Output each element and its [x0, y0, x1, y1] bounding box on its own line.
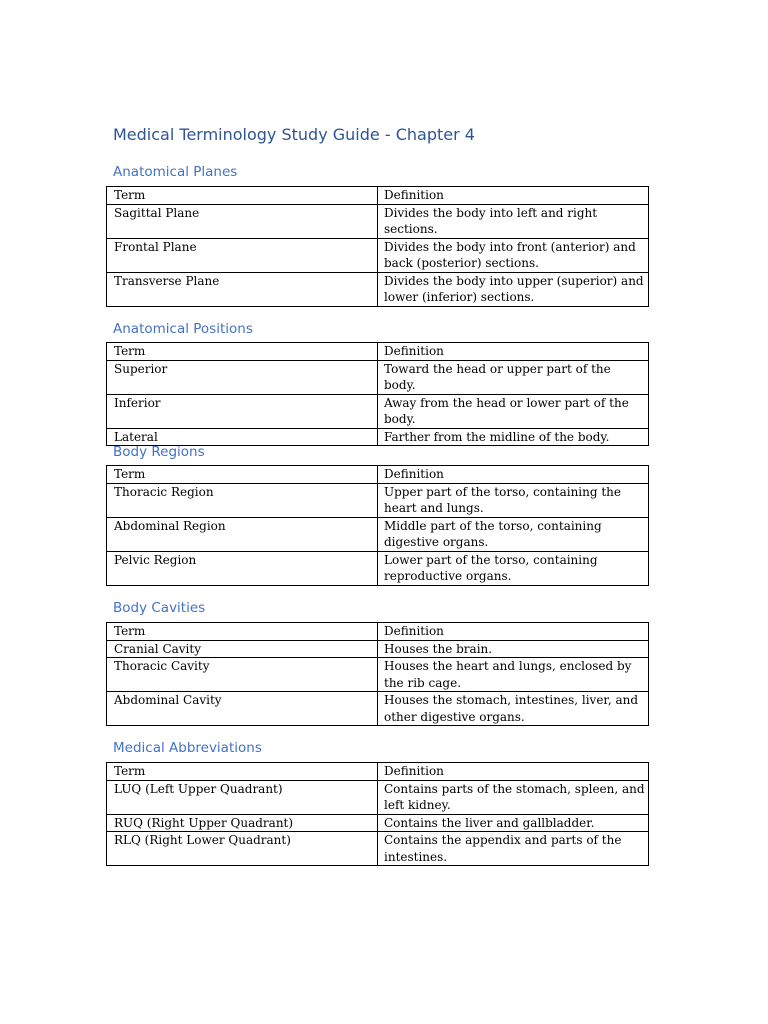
term-cell: Thoracic Region: [107, 483, 378, 517]
table-row: [107, 238, 649, 272]
table-row: [107, 483, 649, 517]
term-cell: Pelvic Region: [107, 551, 378, 585]
table-header-row: [107, 187, 649, 205]
term-cell: RLQ (Right Lower Quadrant): [107, 832, 378, 866]
term-cell: Abdominal Region: [107, 517, 378, 551]
table-header-row: [107, 343, 649, 361]
definition-table: [106, 762, 649, 866]
table-header-row: [107, 763, 649, 781]
definition-cell: Houses the stomach, intestines, liver, and other digestive organs.: [378, 692, 649, 726]
definition-table: [106, 465, 649, 586]
table-row: [107, 204, 649, 238]
definition-cell: Away from the head or lower part of the body.: [378, 394, 649, 428]
term-cell: Lateral: [107, 428, 378, 446]
column-header-term: Term: [107, 466, 378, 484]
definition-cell: Contains the liver and gallbladder.: [378, 814, 649, 832]
table-header-row: [107, 623, 649, 641]
column-header-term: Term: [107, 623, 378, 641]
table-row: [107, 272, 649, 306]
column-header-definition: Definition: [378, 343, 649, 361]
table-row: [107, 640, 649, 658]
definition-table: [106, 342, 649, 446]
term-cell: Thoracic Cavity: [107, 658, 378, 692]
table-row: [107, 394, 649, 428]
table-header-row: [107, 466, 649, 484]
column-header-definition: Definition: [378, 187, 649, 205]
section-heading: Anatomical Planes: [113, 164, 238, 180]
definition-cell: Toward the head or upper part of the body.: [378, 360, 649, 394]
term-cell: Cranial Cavity: [107, 640, 378, 658]
table-row: [107, 814, 649, 832]
column-header-term: Term: [107, 763, 378, 781]
definition-cell: Middle part of the torso, containing digestive organs.: [378, 517, 649, 551]
column-header-definition: Definition: [378, 623, 649, 641]
table-row: [107, 658, 649, 692]
section-heading: Anatomical Positions: [113, 321, 253, 337]
column-header-definition: Definition: [378, 763, 649, 781]
term-cell: LUQ (Left Upper Quadrant): [107, 780, 378, 814]
definition-cell: Lower part of the torso, containing reproductive organs.: [378, 551, 649, 585]
definition-table: [106, 622, 649, 726]
definition-cell: Contains the appendix and parts of the intestines.: [378, 832, 649, 866]
term-cell: Transverse Plane: [107, 272, 378, 306]
definition-cell: Upper part of the torso, containing the heart and lungs.: [378, 483, 649, 517]
definition-cell: Divides the body into front (anterior) and back (posterior) sections.: [378, 238, 649, 272]
table-row: [107, 692, 649, 726]
term-cell: Frontal Plane: [107, 238, 378, 272]
definition-cell: Contains parts of the stomach, spleen, and left kidney.: [378, 780, 649, 814]
document-title: Medical Terminology Study Guide - Chapter 4: [113, 125, 475, 144]
table-row: [107, 832, 649, 866]
column-header-term: Term: [107, 187, 378, 205]
column-header-definition: Definition: [378, 466, 649, 484]
table-row: [107, 780, 649, 814]
term-cell: RUQ (Right Upper Quadrant): [107, 814, 378, 832]
definition-cell: Divides the body into left and right sections.: [378, 204, 649, 238]
section-heading: Medical Abbreviations: [113, 740, 262, 756]
column-header-term: Term: [107, 343, 378, 361]
table-row: [107, 517, 649, 551]
definition-cell: Divides the body into upper (superior) and lower (inferior) sections.: [378, 272, 649, 306]
definition-cell: Farther from the midline of the body.: [378, 428, 649, 446]
term-cell: Sagittal Plane: [107, 204, 378, 238]
term-cell: Abdominal Cavity: [107, 692, 378, 726]
definition-cell: Houses the brain.: [378, 640, 649, 658]
table-row: [107, 551, 649, 585]
definition-cell: Houses the heart and lungs, enclosed by the rib cage.: [378, 658, 649, 692]
section-heading: Body Cavities: [113, 600, 206, 616]
definition-table: [106, 186, 649, 307]
section-heading: Body Regions: [113, 444, 205, 460]
term-cell: Inferior: [107, 394, 378, 428]
table-row: [107, 360, 649, 394]
term-cell: Superior: [107, 360, 378, 394]
